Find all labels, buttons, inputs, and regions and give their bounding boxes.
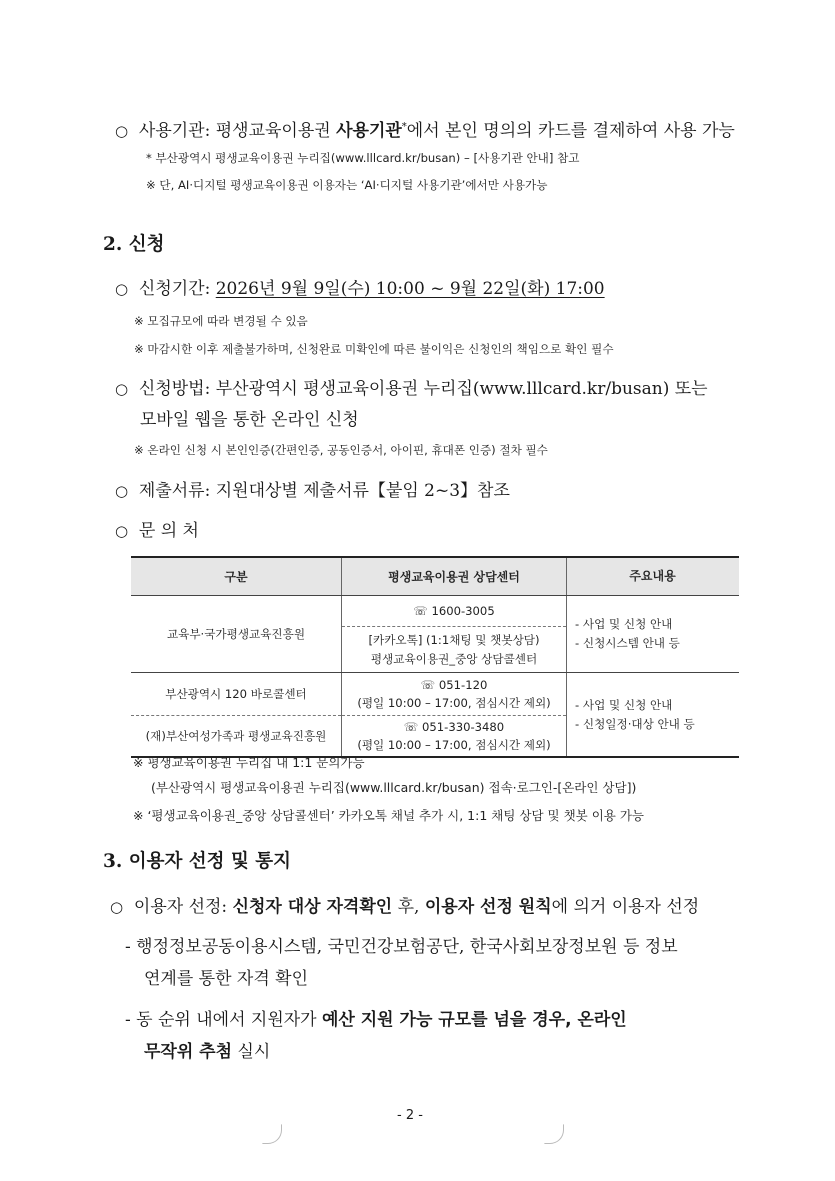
inquiry-table xyxy=(131,556,739,758)
usage-star: * xyxy=(401,121,407,133)
sel-prefix: 이용자 선정: xyxy=(133,897,228,917)
bullet-circle: ○ xyxy=(110,898,124,916)
desc-1-line-1: - 사업 및 신청 안내 xyxy=(575,617,673,631)
table-note-1: ※ 평생교육이용권 누리집 내 1:1 문의가능 xyxy=(133,755,365,770)
cell-org-3: (재)부산여성가족과 평생교육진흥원 xyxy=(131,716,342,758)
usage-line xyxy=(115,116,735,141)
bullet-circle: ○ xyxy=(115,122,129,140)
period-label: 신청기간: xyxy=(138,279,211,299)
desc-2-line-1: - 사업 및 신청 안내 xyxy=(575,697,673,712)
detail-2-line-2 xyxy=(144,1037,270,1062)
tel-3: ☏ 051-330-3480 xyxy=(403,720,505,734)
period-note-2: ※ 마감시한 이후 제출불가하며, 신청완료 미확인에 따른 불이익은 신청인의 책임으로 확인 필수 xyxy=(134,342,614,356)
cell-org-1: 교육부·국가평생교육진흥원 xyxy=(131,596,342,673)
bullet-circle: ○ xyxy=(115,482,129,500)
punch-mark-left xyxy=(262,1124,282,1144)
desc-1-line-2: - 신청시스템 안내 등 xyxy=(575,636,680,650)
contact-line xyxy=(115,516,199,541)
cell-desc-2 xyxy=(567,673,739,758)
method-line-1 xyxy=(115,374,708,399)
d2-bold-1: 예산 지원 가능 규모를 넘을 경우, 온라인 xyxy=(322,1010,627,1030)
page-number: - 2 - xyxy=(397,1108,423,1123)
hours-2: (평일 10:00 – 17:00, 점심시간 제외) xyxy=(357,696,551,710)
selection-line xyxy=(110,892,699,917)
detail-1-line-1: - 행정정보공동이용시스템, 국민건강보험공단, 한국사회보장정보원 등 정보 xyxy=(125,937,678,957)
table-note-2: ※ ‘평생교육이용권_중앙 상담콜센터’ 카카오톡 채널 추가 시, 1:1 채팅 상담 및 챗봇 이용 가능 xyxy=(133,808,644,823)
section-3-title: 3. 이용자 선정 및 통지 xyxy=(103,851,292,872)
header-content: 주요내용 xyxy=(567,557,739,596)
docs-line xyxy=(115,476,510,501)
bullet-circle: ○ xyxy=(115,380,129,398)
cell-tel-3 xyxy=(342,716,567,758)
punch-mark-right xyxy=(544,1124,564,1144)
tel-2: ☏ 051-120 xyxy=(420,678,488,692)
header-category: 구분 xyxy=(131,557,342,596)
table-row xyxy=(131,596,739,627)
usage-note-2: ※ 단, AI·디지털 평생교육이용권 이용자는 ‘AI·디지털 사용기관’에서만 사용가능 xyxy=(146,178,548,192)
usage-prefix: 사용기관: 평생교육이용권 xyxy=(138,121,331,141)
cell-kakao-1 xyxy=(342,627,567,673)
sel-suffix: 에 의거 이용자 선정 xyxy=(551,897,700,917)
sel-bold-1: 신청자 대상 자격확인 xyxy=(232,897,393,917)
d2-suffix: 실시 xyxy=(237,1042,271,1062)
period-value: 2026년 9월 9일(수) 10:00 ~ 9월 22일(화) 17:00 xyxy=(215,279,605,299)
usage-bold: 사용기관 xyxy=(336,121,402,141)
cell-tel-2 xyxy=(342,673,567,716)
bullet-circle: ○ xyxy=(115,280,129,298)
usage-suffix: 에서 본인 명의의 카드를 결제하여 사용 가능 xyxy=(406,121,735,141)
detail-2-line-1 xyxy=(125,1005,627,1030)
table-note-1b: (부산광역시 평생교육이용권 누리집(www.lllcard.kr/busan) 접속·로그인-[온라인 상담]) xyxy=(151,780,637,795)
contact-text: 문 의 처 xyxy=(138,521,199,541)
method-note: ※ 온라인 신청 시 본인인증(간편인증, 공동인증서, 아이핀, 휴대폰 인증) 절차 필수 xyxy=(134,443,548,457)
detail-1-line-2: 연계를 통한 자격 확인 xyxy=(144,969,309,989)
cell-org-2: 부산광역시 120 바로콜센터 xyxy=(131,673,342,716)
sel-bold-2: 이용자 선정 원칙 xyxy=(424,897,552,917)
kakao-line-2: 평생교육이용권_중앙 상담콜센터 xyxy=(370,651,538,666)
cell-tel-1: ☏ 1600-3005 xyxy=(342,596,567,627)
method-line-2: 모바일 웹을 통한 온라인 신청 xyxy=(140,410,359,430)
kakao-line-1: [카카오톡] (1:1채팅 및 챗봇상담) xyxy=(368,632,540,647)
method-text-1: 신청방법: 부산광역시 평생교육이용권 누리집(www.lllcard.kr/busan) 또는 xyxy=(138,379,708,399)
desc-2-line-2: - 신청일정·대상 안내 등 xyxy=(575,716,695,731)
bullet-circle: ○ xyxy=(115,522,129,540)
docs-text: 제출서류: 지원대상별 제출서류【붙임 2~3】참조 xyxy=(138,481,510,501)
section-2-title: 2. 신청 xyxy=(103,234,165,255)
d2-prefix: - 동 순위 내에서 지원자가 xyxy=(125,1010,317,1030)
table-row xyxy=(131,673,739,716)
d2-bold-2: 무작위 추첨 xyxy=(144,1042,233,1062)
period-line xyxy=(115,274,605,299)
hours-3: (평일 10:00 – 17:00, 점심시간 제외) xyxy=(357,738,551,752)
period-note-1: ※ 모집규모에 따라 변경될 수 있음 xyxy=(134,314,308,328)
usage-note-1: * 부산광역시 평생교육이용권 누리집(www.lllcard.kr/busan) – [사용기관 안내] 참고 xyxy=(146,151,580,165)
table-header-row xyxy=(131,557,739,596)
cell-desc-1 xyxy=(567,596,739,673)
sel-mid: 후, xyxy=(397,897,420,917)
header-center: 평생교육이용권 상담센터 xyxy=(342,557,567,596)
